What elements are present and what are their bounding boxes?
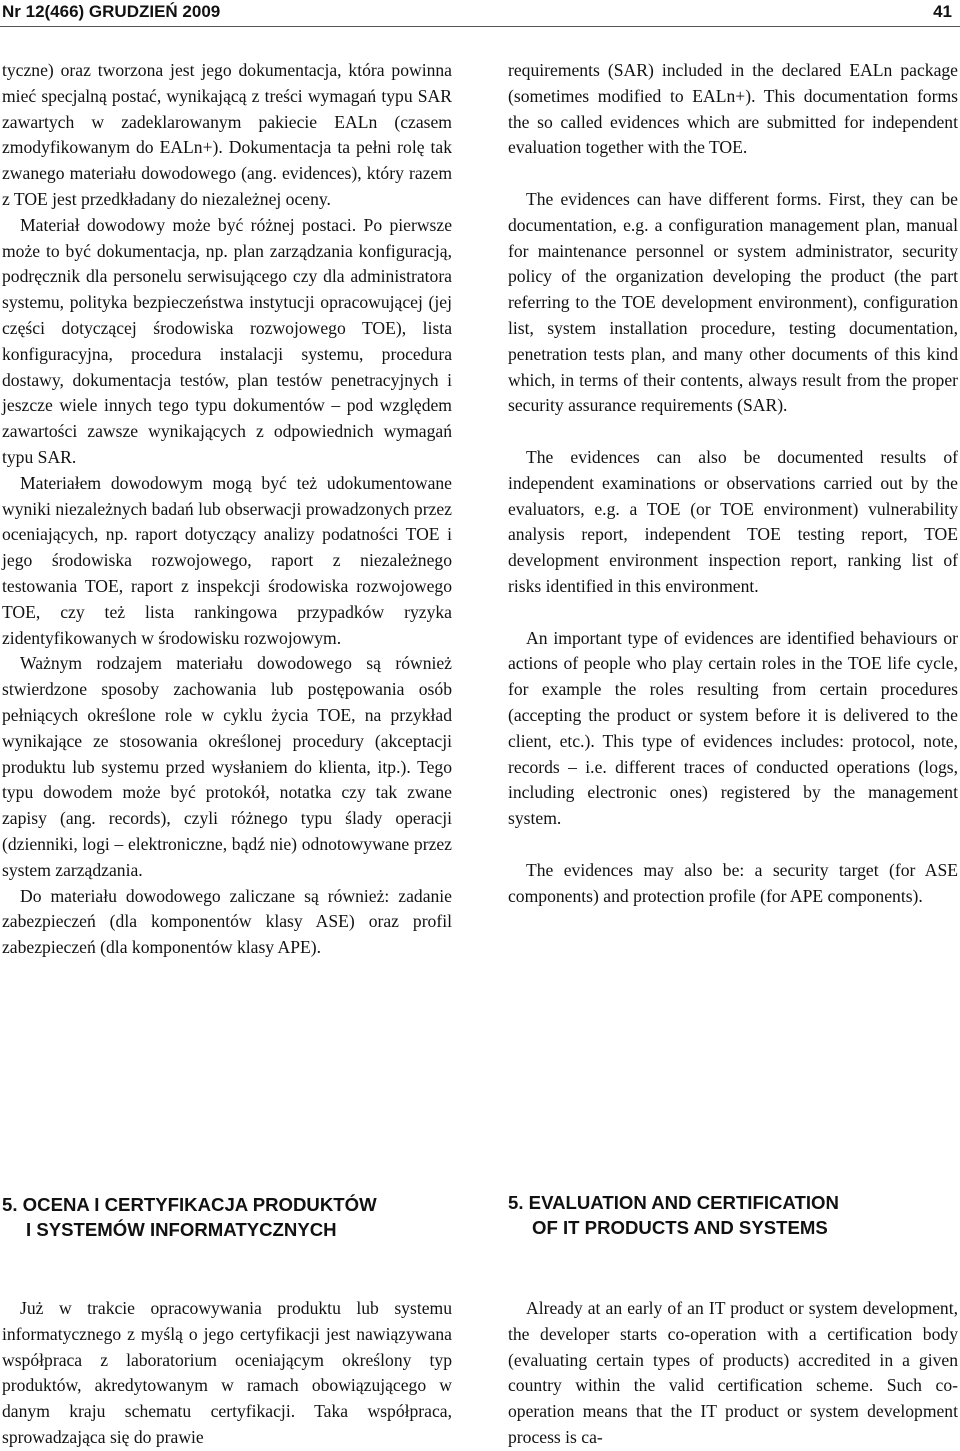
english-paragraph: An important type of evidences are identified behaviours or actions of people who play certain roles in the TOE life cycle, for example the roles resulting from certain procedures (accepting the product or system before it is delivered to the client, etc.). This type of evidences includes: protocol, note, records – i.e. different traces of conducted operations (logs, including electronic ones) registered by the management system. xyxy=(508,627,958,829)
page-number: 41 xyxy=(933,2,952,21)
polish-column xyxy=(2,58,452,961)
polish-paragraph: Ważnym rodzajem materiału dowodowego są również stwierdzone sposoby zachowania lub postępowania osób pełniących określone role w cyklu życia TOE, na przykład wynikające ze stosowania określonej procedury (akceptacji produktu lub systemu przed wysłaniem do klienta, itp.). Tego typu dowodem może być protokół, notatka czy tak zwane zapisy (ang. records), czyli różnego typu ślady operacji (dzienniki, logi – elektroniczne, bądź nie) odnotowywane przez system zarządzania. xyxy=(2,653,452,880)
polish-paragraph: tyczne) oraz tworzona jest jego dokumentacja, która powinna mieć specjalną postać, wynikającą z treści wymagań typu SAR zawartych w zadeklarowanym pakiecie EALn (czasem zmodyfikowanym do EALn+). Dokumentacja ta pełni rolę tak zwanego materiału dowodowego (ang. evidences), który razem z TOE jest przedkładany do niezależnej oceny. xyxy=(2,60,452,209)
english-paragraph: The evidences can have different forms. First, they can be documentation, e.g. a configuration management plan, manual for maintenance personnel or system administrator, security policy of the organization developing the product (the part referring to the TOE development environment), configuration list, system installation procedure, testing documentation, penetration tests plan, and many other documents of this kind which, in terms of their contents, always result from the proper security assurance requirements (SAR). xyxy=(508,188,958,416)
polish-section-text xyxy=(2,1296,452,1451)
english-paragraph: The evidences can also be documented results of independent examinations or observations carried out by the evaluators, e.g. a TOE (or TOE environment) vulnerability analysis report, independent TOE testing report, TOE development environment inspection report, ranking list of risks identified in this environment. xyxy=(508,446,958,596)
section-heading-line: I SYSTEMÓW INFORMATYCZNYCH xyxy=(26,1219,337,1240)
header-divider xyxy=(0,26,960,27)
english-section-text xyxy=(508,1296,958,1451)
polish-paragraph: Materiał dowodowy może być różnej postaci. Po pierwsze może to być dokumentacja, np. plan zarządzania konfiguracją, podręcznik dla personelu serwisującego czy dla administratora systemu, polityka bezpieczeństwa instytucji opracowującej (jej części dotyczącej środowiska rozwojowego TOE), lista konfiguracyjna, procedura instalacji systemu, procedura dostawy, dokumentacja testów, plan testów penetracyjnych i jeszcze wiele innych tego typu dokumentów – pod względem zawartości zawsze wynikających z odpowiednich wymagań typu SAR. xyxy=(2,214,452,467)
english-paragraph: requirements (SAR) included in the declared EALn package (sometimes modified to EALn+). This documentation forms the so called evidences which are submitted for independent evaluation together with the TOE. xyxy=(508,60,958,158)
issue-label: Nr 12(466) GRUDZIEŃ 2009 xyxy=(2,2,221,21)
english-paragraph: The evidences may also be: a security target (for ASE components) and protection profile (for APE components). xyxy=(508,859,958,906)
page-header xyxy=(0,0,960,26)
section-heading-line: OF IT PRODUCTS AND SYSTEMS xyxy=(532,1217,828,1238)
section-heading-english xyxy=(508,1190,948,1240)
polish-paragraph: Materiałem dowodowym mogą być też udokumentowane wyniki niezależnych badań lub obserwacji prowadzonych przez oceniających, np. raport dotyczący analizy podatności TOE i jego środowiska rozwojowego, raport z niezależnego testowania TOE, raport z inspekcji środowiska rozwojowego TOE, czy też lista rankingowa przypadków ryzyka zidentyfikowanych w środowisku rozwojowym. xyxy=(2,472,452,648)
polish-paragraph: Do materiału dowodowego zaliczane są również: zadanie zabezpieczeń (dla komponentów klasy ASE) oraz profil zabezpieczeń (dla komponentów klasy APE). xyxy=(2,885,452,958)
section-heading-line: 5. OCENA I CERTYFIKACJA PRODUKTÓW xyxy=(2,1194,377,1215)
english-paragraph: Already at an early of an IT product or system development, the developer starts co-operation with a certification body (evaluating certain types of products) accredited in a given country within the valid certification scheme. Such co-operation means that the IT product or system development process is ca- xyxy=(508,1298,958,1447)
section-heading-polish xyxy=(2,1192,462,1242)
english-column xyxy=(508,58,958,935)
polish-paragraph: Już w trakcie opracowywania produktu lub systemu informatycznego z myślą o jego certyfikacji jest nawiązywana współpraca z laboratorium oceniającym określony typ produktów, akredytowanym w ramach obowiązującego w danym kraju schematu certyfikacji. Taka współpraca, sprowadzająca się do prawie xyxy=(2,1298,452,1447)
section-heading-line: 5. EVALUATION AND CERTIFICATION xyxy=(508,1192,839,1213)
